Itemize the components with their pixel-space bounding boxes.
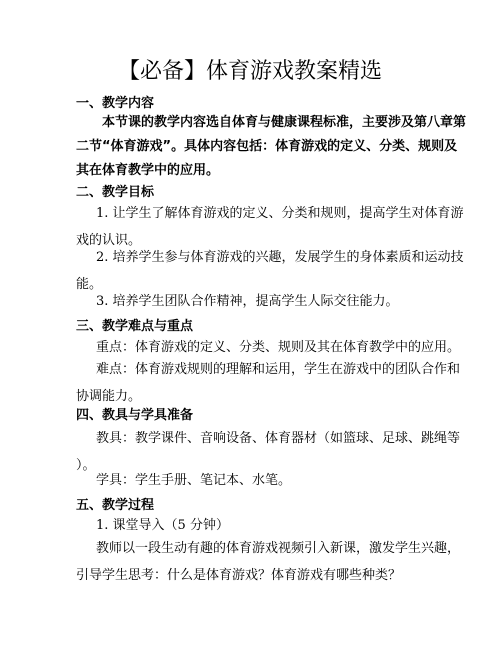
text-line: 1. 课堂导入（5 分钟） xyxy=(96,518,229,533)
difficult-point-paragraph xyxy=(76,356,461,410)
text-line: 教具：教学课件、音响设备、体育器材（如篮球、足球、跳绳等 xyxy=(96,431,461,446)
text-line: 2. 培养学生参与体育游戏的兴趣，发展学生的身体素质和运动技 xyxy=(96,250,464,265)
text-line: ）。 xyxy=(76,458,96,473)
text-line: 引导学生思考：什么是体育游戏？体育游戏有哪些种类？ xyxy=(76,568,402,583)
text-line: 难点：体育游戏规则的理解和运用，学生在游戏中的团队合作和 xyxy=(96,362,461,377)
text-line: 戏的认识。 xyxy=(76,233,142,248)
text-line: 教师以一段生动有趣的体育游戏视频引入新课，激发学生兴趣， xyxy=(96,541,461,556)
text-line: 3. 培养学生团队合作精神，提高学生人际交往能力。 xyxy=(96,294,399,309)
section-heading-teaching-goals: 二、教学目标 xyxy=(76,185,155,200)
text-line: 1. 让学生了解体育游戏的定义、分类和规则，提高学生对体育游 xyxy=(96,206,464,221)
section-heading-teaching-aids: 四、教具与学具准备 xyxy=(76,408,194,423)
text-line: 能。 xyxy=(76,277,103,292)
goal-item-3 xyxy=(76,288,424,315)
paragraph-teaching-content xyxy=(76,111,467,183)
text-line: 二节“体育游戏”。具体内容包括：体育游戏的定义、分类、规则及 xyxy=(76,139,458,154)
section-heading-teaching-content: 一、教学内容 xyxy=(76,96,155,111)
text-line: 本节课的教学内容选自体育与健康课程标准，主要涉及第八章第 xyxy=(102,115,467,130)
document-title: 【必备】体育游戏教案精选 xyxy=(117,59,382,84)
student-materials-paragraph xyxy=(76,467,424,494)
section-heading-key-points: 三、教学难点与重点 xyxy=(76,319,194,334)
section-heading-teaching-process: 五、教学过程 xyxy=(76,498,155,513)
process-intro-paragraph xyxy=(76,535,461,589)
text-line: 其在体育教学中的应用。 xyxy=(76,163,220,178)
text-line: 协调能力。 xyxy=(76,389,142,404)
text-line: 重点：体育游戏的定义、分类、规则及其在体育教学中的应用。 xyxy=(96,340,461,355)
text-line: 学具：学生手册、笔记本、水笔。 xyxy=(96,473,292,488)
